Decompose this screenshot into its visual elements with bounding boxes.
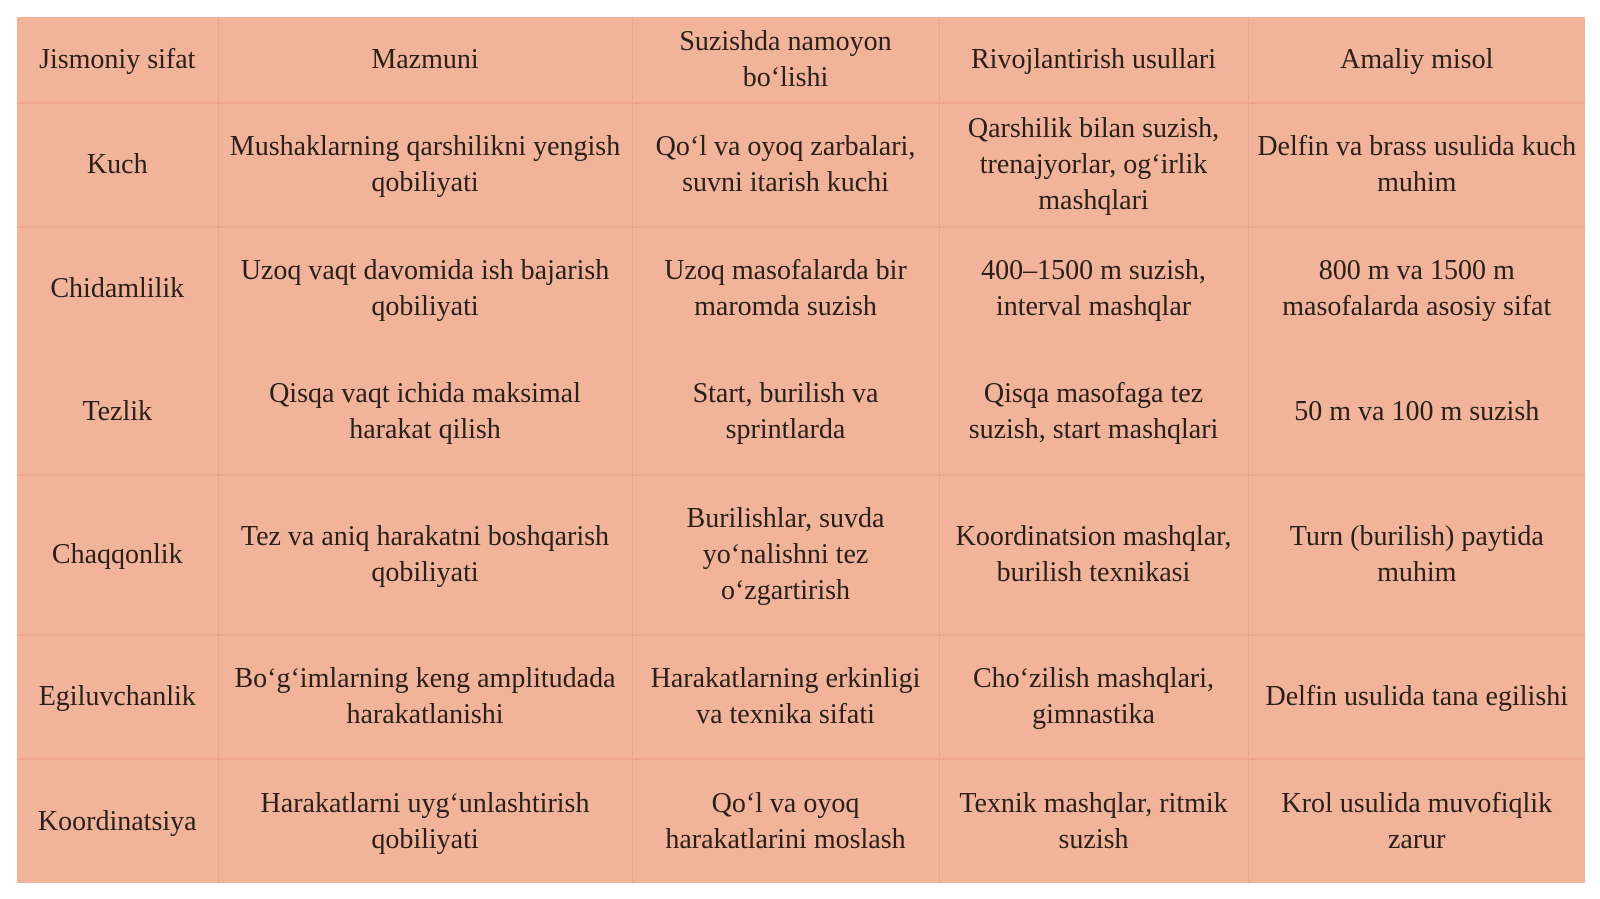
manifestation-cell: Start, burilish va sprintlarda [632,351,939,475]
content-cell: Qisqa vaqt ichida maksimal harakat qilish [218,351,632,475]
table-row [17,351,1585,475]
example-cell: Delfin usulida tana egilishi [1248,635,1585,759]
quality-cell: Tezlik [82,396,153,428]
methods-cell: Koordinatsion mashqlar, burilish texnikasi [939,475,1248,636]
methods-cell: Cho‘zilish mashqlari, gimnastika [939,635,1248,759]
manifestation-cell: Qo‘l va oyoq zarbalari, suvni itarish kuchi [632,103,939,227]
quality-cell: Chidamlilik [17,227,218,351]
header-development-methods: Rivojlantirish usullari [939,17,1248,103]
methods-cell: Qisqa masofaga tez suzish, start mashqlari [939,351,1248,475]
quality-cell: Egiluvchanlik [17,635,218,759]
example-cell: 800 m va 1500 m masofalarda asosiy sifat [1248,227,1585,351]
table-row [17,227,1585,351]
table-row [17,103,1585,227]
quality-cell: Kuch [17,103,218,227]
table-row [17,635,1585,759]
example-cell: Delfin va brass usulida kuch muhim [1248,103,1585,227]
header-manifestation-in-swimming: Suzishda namoyon bo‘lishi [632,17,939,103]
physical-qualities-table [17,17,1585,883]
example-cell: Turn (burilish) paytida muhim [1248,475,1585,636]
table-row [17,759,1585,883]
example-cell: Krol usulida muvofiqlik zarur [1248,759,1585,883]
table-header-row [17,17,1585,103]
header-physical-quality: Jismoniy sifat [39,43,196,75]
header-practical-example: Amaliy misol [1248,17,1585,103]
quality-cell: Koordinatsiya [17,759,218,883]
methods-cell: Qarshilik bilan suzish, trenajyorlar, og‘irlik mashqlari [939,103,1248,227]
methods-cell: Texnik mashqlar, ritmik suzish [939,759,1248,883]
content-cell: Tez va aniq harakatni boshqarish qobiliyati [218,475,632,636]
methods-cell: 400–1500 m suzish, interval mashqlar [939,227,1248,351]
manifestation-cell: Burilishlar, suvda yo‘nalishni tez o‘zgartirish [632,475,939,636]
content-cell: Mushaklarning qarshilikni yengish qobiliyati [218,103,632,227]
manifestation-cell: Uzoq masofalarda bir maromda suzish [632,227,939,351]
physical-qualities-table-container [17,17,1585,883]
manifestation-cell: Qo‘l va oyoq harakatlarini moslash [632,759,939,883]
content-cell: Harakatlarni uyg‘unlashtirish qobiliyati [218,759,632,883]
header-content: Mazmuni [218,17,632,103]
content-cell: Uzoq vaqt davomida ish bajarish qobiliyati [218,227,632,351]
content-cell: Bo‘g‘imlarning keng amplitudada harakatlanishi [218,635,632,759]
manifestation-cell: Harakatlarning erkinligi va texnika sifati [632,635,939,759]
quality-cell: Chaqqonlik [17,475,218,636]
table-row [17,475,1585,636]
example-cell: 50 m va 100 m suzish [1248,351,1585,475]
